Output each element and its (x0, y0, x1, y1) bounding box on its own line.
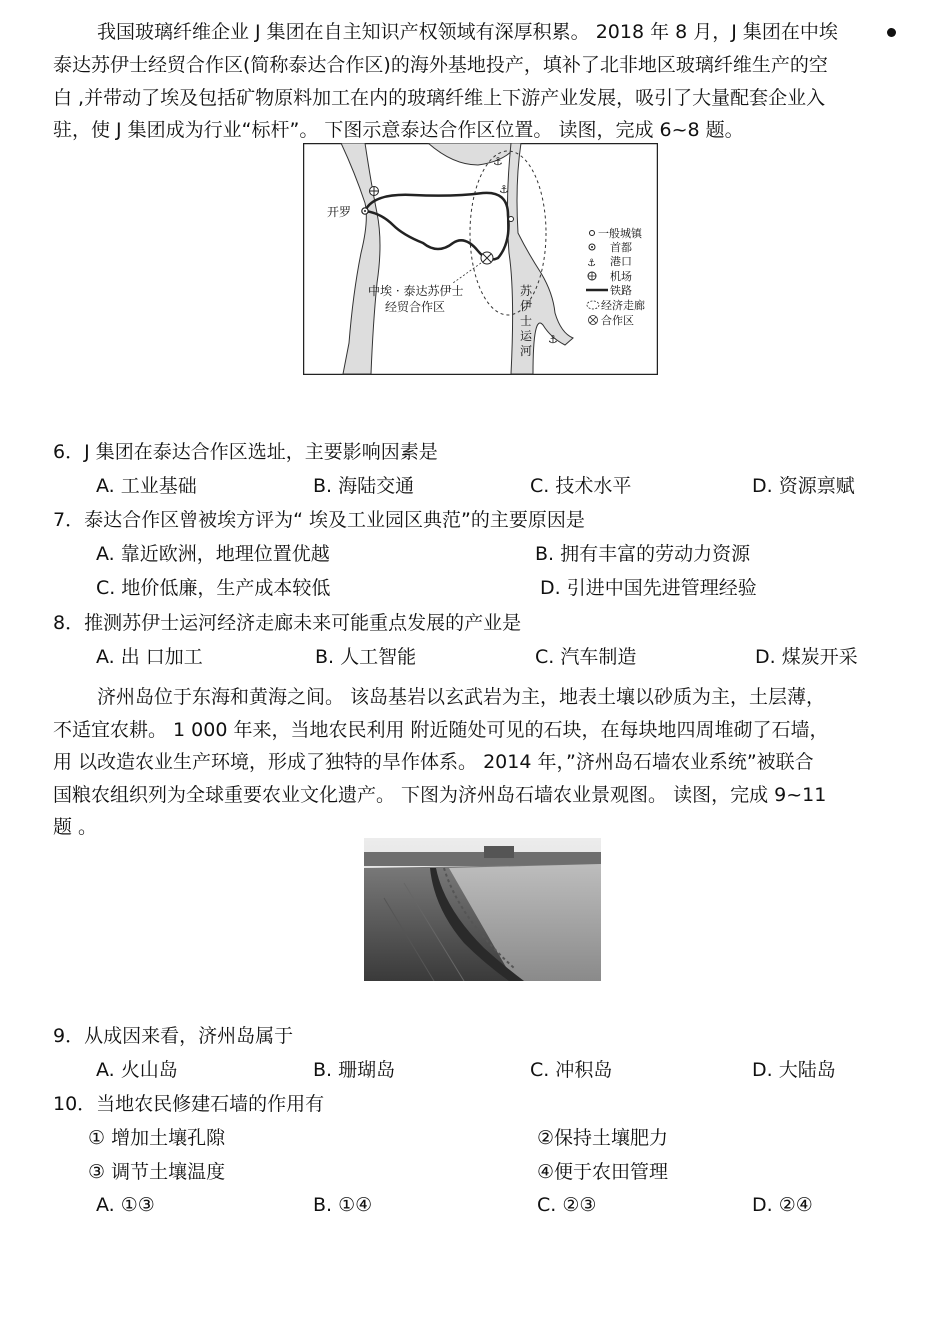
q6-option-c: C. 技术水平 (530, 475, 632, 497)
canal-char-5: 河 (520, 344, 533, 358)
q9-option-c: C. 冲积岛 (530, 1059, 613, 1081)
zone-label-2: 经贸合作区 (385, 300, 446, 314)
intro1-line4: 驻，使 J 集团成为行业“标杆”。 下图示意泰达合作区位置。 读图，完成 6~8 题。 (53, 119, 744, 141)
q9-option-d: D. 大陆岛 (752, 1059, 836, 1081)
q9-stem: 9．从成因来看，济州岛属于 (53, 1025, 294, 1047)
legend-airport: 机场 (610, 270, 632, 283)
stone-wall-photo (364, 838, 601, 981)
canal-char-3: 士 (520, 314, 533, 328)
tree-line (364, 852, 601, 866)
intro1-line3: 白 ,并带动了埃及包括矿物原料加工在内的玻璃纤维上下游产业发展，吸引了大量配套企业入 (53, 87, 826, 109)
q10-option-a: A. ①③ (96, 1194, 155, 1216)
zone-label-1: 中埃 · 泰达苏伊士 (368, 284, 464, 298)
q9-option-b: B. 珊瑚岛 (313, 1059, 396, 1081)
q7-option-a: A. 靠近欧洲，地理位置优越 (96, 543, 330, 565)
intro1-line1: 我国玻璃纤维企业 J 集团在自主知识产权领域有深厚积累。 2018 年 8 月，J 集团在中埃 (97, 21, 838, 43)
legend-town-icon (590, 231, 595, 236)
intro1-line2: 泰达苏伊士经贸合作区(简称泰达合作区)的海外基地投产，填补了北非地区玻璃纤维生产的空 (53, 54, 828, 76)
q7-option-c: C. 地价低廉，生产成本较低 (96, 577, 331, 599)
q8-option-b: B. 人工智能 (315, 646, 417, 668)
q10-stem: 10．当地农民修建石墙的作用有 (53, 1093, 325, 1115)
legend-capital: 首都 (610, 241, 632, 254)
q10-item-3: ③ 调节土壤温度 (88, 1161, 226, 1183)
canal-char-4: 运 (520, 329, 533, 343)
bullet-dot (887, 28, 896, 37)
q10-option-d: D. ②④ (752, 1194, 813, 1216)
legend-port: 港口 (610, 255, 632, 268)
intro2-line3: 用 以改造农业生产环境，形成了独特的旱作体系。 2014 年，”济州岛石墙农业系统”被联合 (53, 751, 814, 773)
q10-option-b: B. ①④ (313, 1194, 373, 1216)
q8-option-d: D. 煤炭开采 (755, 646, 858, 668)
q8-option-c: C. 汽车制造 (535, 646, 637, 668)
q8-option-a: A. 出 口加工 (96, 646, 203, 668)
house (484, 846, 514, 858)
q8-stem: 8．推测苏伊士运河经济走廊未来可能重点发展的产业是 (53, 612, 522, 634)
port-icon-1: ⚓ (493, 155, 503, 168)
q6-option-a: A. 工业基础 (96, 475, 197, 497)
port-icon-2: ⚓ (499, 183, 509, 196)
q7-stem: 7．泰达合作区曾被埃方评为“ 埃及工业园区典范”的主要原因是 (53, 509, 585, 531)
q10-option-c: C. ②③ (537, 1194, 597, 1216)
q7-option-b: B. 拥有丰富的劳动力资源 (535, 543, 751, 565)
q7-option-d: D. 引进中国先进管理经验 (540, 577, 757, 599)
intro2-line4: 国粮农组织列为全球重要农业文化遗产。 下图为济州岛石墙农业景观图。 读图，完成 9~11 (53, 784, 827, 806)
legend-corridor: 经济走廊 (601, 299, 645, 312)
q6-option-d: D. 资源禀赋 (752, 475, 855, 497)
intro2-line2: 不适宜农耕。 1 000 年来，当地农民利用 附近随处可见的石块，在每块地四周堆砌了石墙， (53, 719, 829, 741)
legend-town: 一般城镇 (598, 227, 642, 240)
legend-railway: 铁路 (610, 284, 632, 297)
port-icon-3: ⚓ (548, 333, 558, 346)
cairo-label: 开罗 (327, 205, 352, 219)
canal-char-1: 苏 (520, 284, 533, 298)
q9-option-a: A. 火山岛 (96, 1059, 178, 1081)
q10-item-1: ① 增加土壤孔隙 (88, 1127, 226, 1149)
q6-stem: 6．J 集团在泰达合作区选址，主要影响因素是 (53, 441, 438, 463)
intro2-line5: 题 。 (53, 816, 98, 838)
q6-option-b: B. 海陆交通 (313, 475, 415, 497)
q10-item-4: ④便于农田管理 (537, 1161, 669, 1183)
legend-zone: 合作区 (601, 314, 634, 327)
intro2-line1: 济州岛位于东海和黄海之间。 该岛基岩以玄武岩为主，地表土壤以砂质为主，土层薄， (97, 686, 826, 708)
canal-char-2: 伊 (520, 299, 533, 313)
q10-item-2: ②保持土壤肥力 (537, 1127, 669, 1149)
location-map (303, 143, 658, 375)
legend-port-icon: ⚓ (587, 258, 596, 269)
town-marker (509, 217, 514, 222)
